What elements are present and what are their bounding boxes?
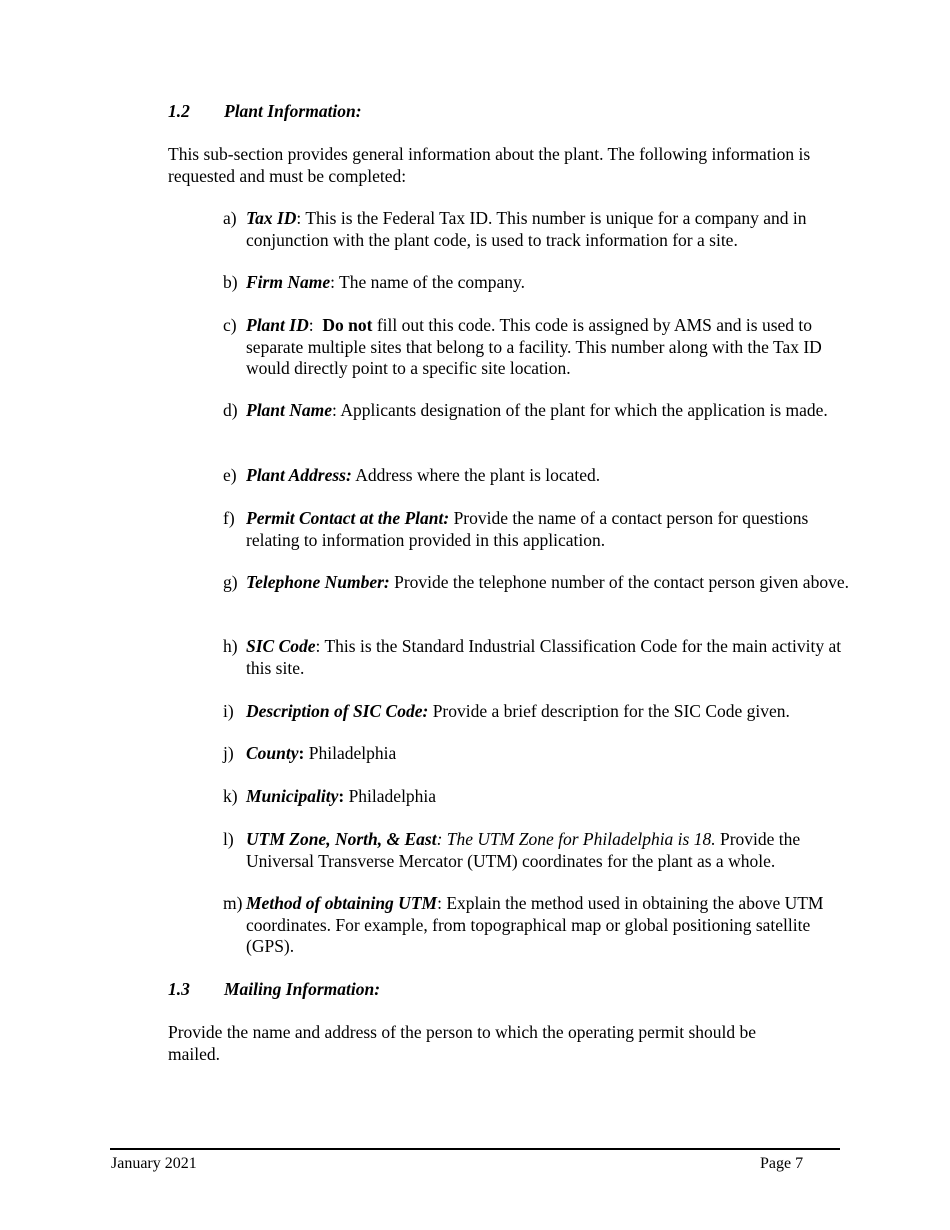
- item-term: SIC Code: [246, 636, 316, 656]
- item-term: UTM Zone, North, & East: [246, 829, 437, 849]
- section-number: 1.2: [168, 101, 190, 121]
- item-text: Applicants designation of the plant for which the application is made.: [336, 400, 828, 420]
- item-separator: :: [298, 743, 305, 763]
- list-marker: j): [223, 743, 234, 763]
- list-item: [223, 786, 853, 808]
- section-number: 1.3: [168, 979, 190, 999]
- list-marker: l): [223, 829, 234, 849]
- section-heading-1-3: [168, 979, 380, 1001]
- item-term: Plant Name: [246, 400, 333, 420]
- page-number: Page 7: [760, 1155, 804, 1172]
- list-marker: m): [223, 893, 243, 913]
- item-text: Explain the method used in obtaining the above UTM coordinates. For example, from topographical map or global positioning satellite (GPS).: [246, 893, 824, 956]
- list-marker: e): [223, 465, 237, 485]
- item-term: Description of SIC Code:: [246, 701, 429, 721]
- item-term: Firm Name: [246, 272, 331, 292]
- footer-date: January 2021: [111, 1155, 197, 1172]
- item-separator: :: [338, 786, 345, 806]
- item-text: Provide the Universal Transverse Mercator (UTM) coordinates for the plant as a whole.: [246, 829, 801, 871]
- item-italic-note: : The UTM Zone for Philadelphia is 18.: [436, 829, 716, 849]
- item-text: This is the Federal Tax ID. This number is unique for a company and in conjunction with the plant code, is used to track information for a site.: [246, 208, 807, 250]
- list-marker: f): [223, 508, 235, 528]
- list-marker: d): [223, 400, 238, 420]
- item-term: Telephone Number:: [246, 572, 390, 592]
- item-term: Permit Contact at the Plant:: [246, 508, 450, 528]
- item-text: Address where the plant is located.: [351, 465, 601, 485]
- list-item: [223, 315, 853, 380]
- list-item: [223, 465, 853, 487]
- footer-divider: [110, 1148, 840, 1150]
- item-text: fill out this code. This code is assigned by AMS and is used to separate multiple sites that belong to a facility. This number along with the Tax ID would directly point to a specific site location.: [246, 315, 822, 378]
- item-separator: :: [437, 893, 442, 913]
- item-text: Philadelphia: [304, 743, 397, 763]
- item-term: Plant Address:: [246, 465, 352, 485]
- item-text: Philadelphia: [344, 786, 437, 806]
- item-text: Provide the telephone number of the contact person given above.: [389, 572, 849, 592]
- list-item: [223, 208, 853, 251]
- section-title: Mailing Information:: [224, 979, 381, 999]
- list-item: [223, 636, 853, 679]
- list-item: [223, 400, 853, 422]
- list-marker: k): [223, 786, 238, 806]
- item-text: This is the Standard Industrial Classification Code for the main activity at this site.: [246, 636, 842, 678]
- item-text: Provide a brief description for the SIC Code given.: [428, 701, 790, 721]
- list-marker: i): [223, 701, 234, 721]
- item-separator: :: [308, 315, 314, 335]
- item-term: Tax ID: [246, 208, 297, 228]
- item-separator: :: [315, 636, 321, 656]
- list-marker: c): [223, 315, 237, 335]
- section-title: Plant Information:: [224, 101, 362, 121]
- item-term: Plant ID: [246, 315, 309, 335]
- mailing-paragraph: Provide the name and address of the person to which the operating permit should be mailed.: [168, 1022, 757, 1064]
- list-marker: h): [223, 636, 238, 656]
- list-item: [223, 572, 853, 594]
- item-separator: :: [330, 272, 335, 292]
- item-text: Provide the name of a contact person for questions relating to information provided in this application.: [246, 508, 809, 550]
- list-item: [223, 508, 853, 551]
- intro-paragraph: This sub-section provides general information about the plant. The following information is requested and must be completed:: [168, 144, 811, 186]
- list-marker: b): [223, 272, 238, 292]
- section-heading-1-2: [168, 101, 362, 123]
- list-marker: g): [223, 572, 238, 592]
- list-marker: a): [223, 208, 237, 228]
- item-term: County: [246, 743, 299, 763]
- item-term: Method of obtaining UTM: [246, 893, 438, 913]
- list-item: [223, 701, 853, 723]
- item-term: Municipality: [246, 786, 339, 806]
- item-text: The name of the company.: [334, 272, 525, 292]
- item-emphasis: Do not: [322, 315, 373, 335]
- list-item: [223, 743, 853, 765]
- list-item: [223, 829, 853, 872]
- list-item: [223, 272, 853, 294]
- list-item: [223, 893, 853, 958]
- item-separator: :: [296, 208, 302, 228]
- item-separator: :: [332, 400, 337, 420]
